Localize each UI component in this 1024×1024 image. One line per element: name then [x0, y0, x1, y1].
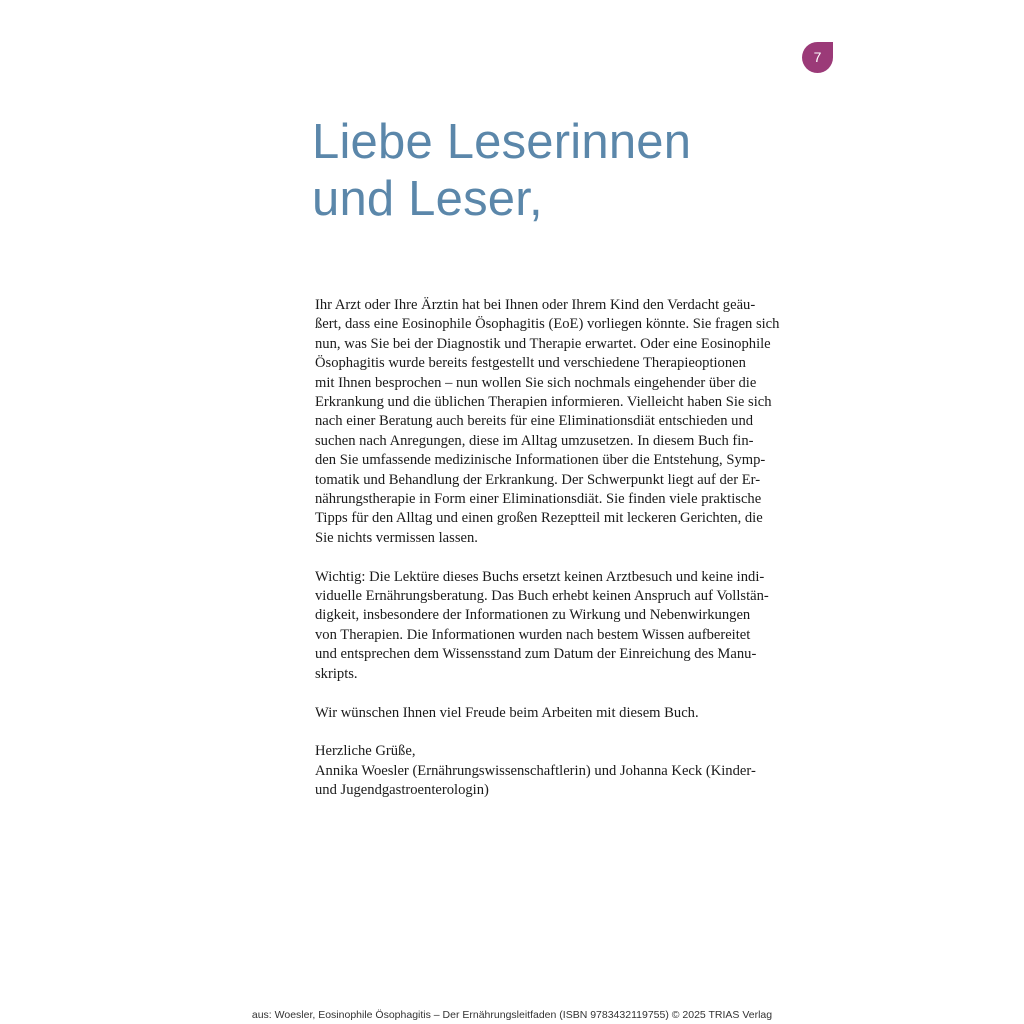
text-line: nach einer Beratung auch bereits für eine Eliminationsdiät entschieden und [315, 413, 754, 430]
title-line-2: und Leser, [312, 172, 543, 226]
title-line-1: Liebe Leserinnen [312, 115, 692, 169]
text-line: und entsprechen dem Wissensstand zum Datum der Einreichung des Manu- [315, 646, 757, 663]
text-line: Ihr Arzt oder Ihre Ärztin hat bei Ihnen oder Ihrem Kind den Verdacht geäu- [315, 297, 756, 313]
paragraph-wishes [315, 704, 791, 723]
text-line: tomatik und Behandlung der Erkrankung. Der Schwerpunkt liegt auf der Er- [315, 471, 761, 488]
page-title [312, 114, 832, 228]
text-line: nährungstherapie in Form einer Eliminationsdiät. Sie finden viele praktische [315, 491, 762, 508]
text-line: Wir wünschen Ihnen viel Freude beim Arbeiten mit diesem Buch. [315, 704, 699, 721]
paragraph-gap [315, 723, 791, 742]
paragraph-gap [315, 548, 791, 567]
text-line: Sie nichts vermissen lassen. [315, 529, 478, 546]
text-line: suchen nach Anregungen, diese im Alltag umzusetzen. In diesem Buch fin- [315, 432, 754, 449]
text-line: Ösophagitis wurde bereits festgestellt und verschiedene Therapieoptionen [315, 355, 746, 372]
text-line: ßert, dass eine Eosinophile Ösophagitis (EoE) vorliegen könnte. Sie fragen sich [315, 316, 780, 333]
text-line: Herzliche Grüße, [315, 743, 416, 760]
closing-signature [315, 742, 791, 800]
text-line: digkeit, insbesondere der Informationen zu Wirkung und Nebenwirkungen [315, 607, 751, 624]
text-line: viduelle Ernährungsberatung. Das Buch erhebt keinen Anspruch auf Vollstän- [315, 588, 769, 605]
text-line: Tipps für den Alltag und einen großen Rezeptteil mit leckeren Gerichten, die [315, 510, 763, 527]
page-number-badge: 7 [802, 42, 833, 73]
text-line: von Therapien. Die Informationen wurden nach bestem Wissen aufbereitet [315, 626, 751, 643]
text-line: skripts. [315, 665, 358, 682]
text-line: nun, was Sie bei der Diagnostik und Therapie erwartet. Oder eine Eosinophile [315, 335, 771, 352]
text-line: mit Ihnen besprochen – nun wollen Sie sich nochmals eingehender über die [315, 374, 757, 391]
footer-citation: aus: Woesler, Eosinophile Ösophagitis – Der Ernährungsleitfaden (ISBN 9783432119755) © 2025 TRIAS Verlag [251, 1009, 773, 1021]
text-line: Erkrankung und die üblichen Therapien informieren. Vielleicht haben Sie sich [315, 394, 772, 411]
paragraph-intro [315, 296, 791, 548]
text-line: Wichtig: Die Lektüre dieses Buchs ersetzt keinen Arztbesuch und keine indi- [315, 568, 765, 585]
body-text [315, 296, 791, 801]
paragraph-gap [315, 684, 791, 703]
text-line: und Jugendgastroenterologin) [315, 782, 489, 799]
text-line: Annika Woesler (Ernährungswissenschaftlerin) und Johanna Keck (Kinder- [315, 762, 756, 779]
paragraph-disclaimer [315, 568, 791, 684]
text-line: den Sie umfassende medizinische Informationen über die Entstehung, Symp- [315, 452, 766, 469]
